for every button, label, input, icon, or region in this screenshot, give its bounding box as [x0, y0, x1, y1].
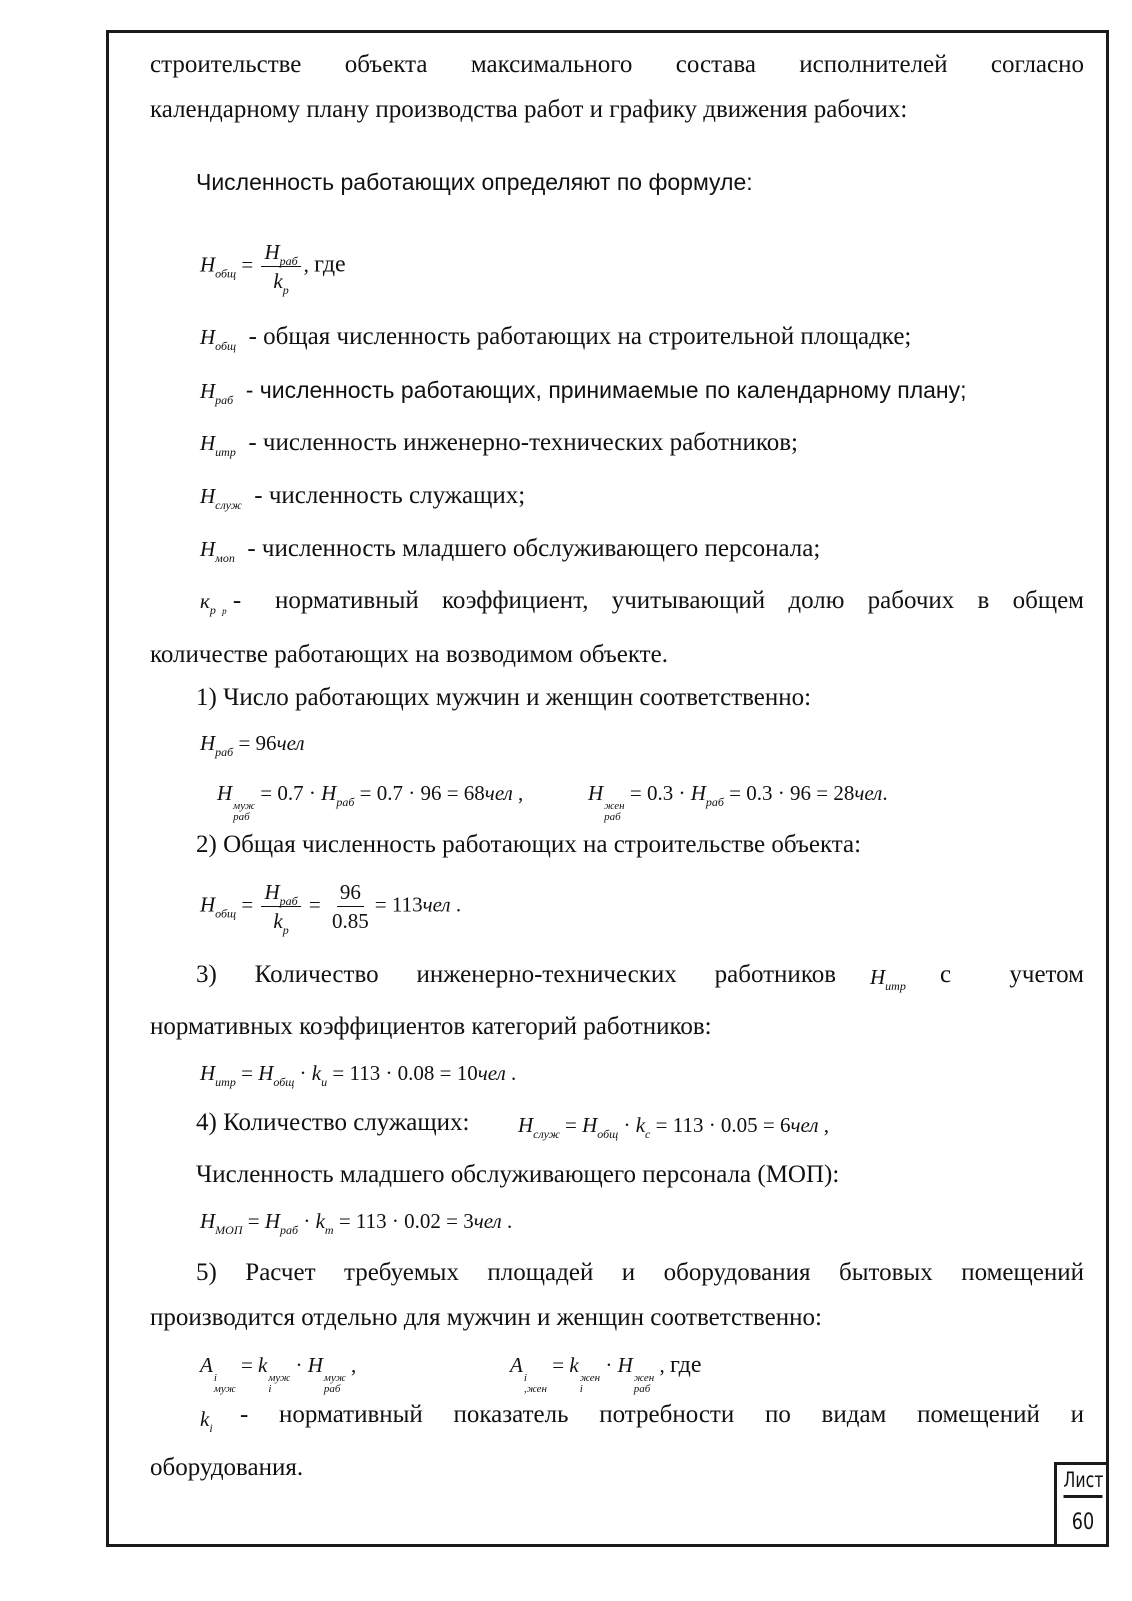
item-4: 4) Количество служащих: — [196, 1109, 470, 1136]
where-label: где — [669, 1352, 702, 1378]
formula-n-zhen: Н жен раб = $0.3 \cdot Н_{раб} = 0.3 \cdot 96 = 28чел$. — [588, 781, 888, 823]
definition-ki-line: оборудования. — [150, 1454, 304, 1481]
formula-n-sluzh: $Н_{служ} = Н_{общ} \cdot k_с = 113 \cdot 0.05 = 6чел$ , — [518, 1113, 830, 1141]
paragraph-line: строительстве объекта максимального состава исполнителей согласно — [150, 51, 1084, 78]
formula-a-zhen: А i ,жен = k жен i · Н жен раб , где — [510, 1352, 702, 1395]
formula-n-rab: $Н_{раб} = 96чел$ — [200, 731, 305, 759]
where-label: где — [314, 251, 346, 278]
definition-kp-line: количестве работающих на возводимом объекте. — [150, 641, 668, 668]
definition-sluzh: $Н_{служ}$ - численность служащих; — [200, 482, 526, 512]
page-number: 60 — [1071, 1510, 1095, 1535]
symbol-ki: $k_i$ — [200, 1407, 213, 1435]
formula-intro: Численность работающих определяют по формуле: — [196, 169, 753, 195]
item-1: 1) Число работающих мужчин и женщин соответственно: — [196, 684, 812, 711]
definition-obsh: $Н_{общ}$ - общая численность работающих на строительной площадке; — [200, 323, 912, 353]
definition-kp-symbol: $к_р$ $_р$ - — [200, 587, 242, 617]
definition-kp-line: нормативный коэффициент, учитывающий долю рабочих в общем — [275, 587, 1084, 614]
paragraph-line: календарному плану производства работ и графику движения рабочих: — [150, 96, 908, 123]
symbol-n-itr: $Н_{итр}$ — [870, 965, 906, 993]
formula-n-itr: $Н_{итр} = Н_{общ} \cdot k_и = 113 \cdot 0.08 = 10чел$ . — [200, 1061, 517, 1089]
sheet-stamp — [1054, 1462, 1109, 1547]
formula-n-mop: $Н_{МОП} = Н_{раб} \cdot k_т = 113 \cdot 0.02 = 3чел$ . — [200, 1209, 513, 1237]
definition-rab: $Н_{раб}$ - численность работающих, принимаемые по календарному плану; — [200, 377, 967, 407]
formula-n-obsh: $Н_{общ}$ = $\frac{Н_{раб}}{k_р}$ = $\frac{96}{0.85}$ = 113чел . — [200, 880, 462, 937]
item-3-line: нормативных коэффициентов категорий работников: — [150, 1013, 712, 1040]
definition-ki-line: - нормативный показатель потребности по видам помещений и — [240, 1401, 1084, 1428]
sheet-label: Лист — [1064, 1465, 1103, 1498]
formula-n-muzh: Н муж раб = $0.7 \cdot Н_{раб} = 0.7 \cdot 96 = 68чел$ , — [217, 781, 524, 823]
item-5-line: производится отдельно для мужчин и женщин соответственно: — [150, 1304, 822, 1331]
item-3-line: с учетом — [940, 961, 1084, 988]
definition-mop: $Н_{моп}$ - численность младшего обслуживающего персонала; — [200, 535, 821, 565]
item-3-line: 3) Количество инженерно-технических работников — [196, 961, 836, 988]
formula-a-muzh: А i муж = k муж i · Н муж раб , — [200, 1353, 357, 1395]
definition-itr: $Н_{итр}$ - численность инженерно-технических работников; — [200, 429, 798, 459]
item-2: 2) Общая численность работающих на строительстве объекта: — [196, 831, 862, 858]
mop-heading: Численность младшего обслуживающего персонала (МОП): — [196, 1161, 840, 1188]
item-5-line: 5) Расчет требуемых площадей и оборудования бытовых помещений — [196, 1259, 1084, 1286]
formula-main: $Н_{общ}$ = $\frac{Н_{раб}}{k_р}$ , где — [200, 240, 346, 297]
